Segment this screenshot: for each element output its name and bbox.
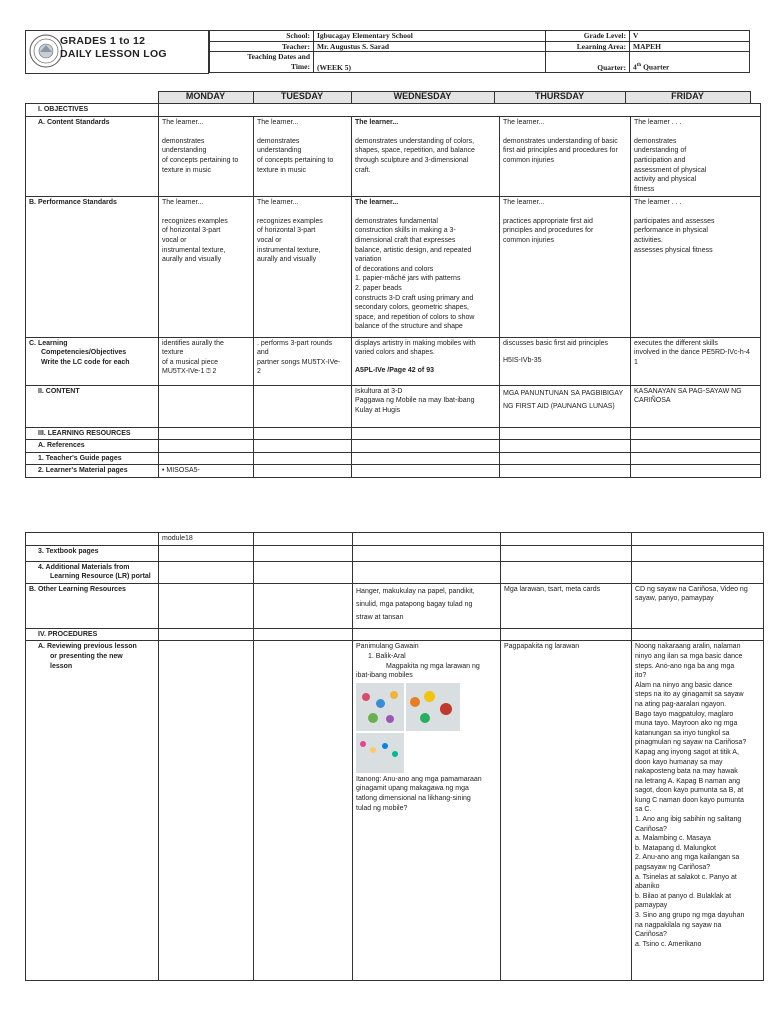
text-line: demonstrates	[162, 137, 205, 145]
tb-blank-2	[254, 545, 353, 561]
text-line: balance of the structure and shape	[355, 323, 463, 331]
other-resources-label: B. Other Learning Resources	[26, 583, 159, 628]
performance-standards-label: B. Performance Standards	[26, 196, 159, 337]
text-line: space, and repetition of colors to show	[355, 313, 475, 321]
additional-materials-label: 4. Additional Materials from Learning Resource (LR) portal	[26, 561, 159, 583]
cs-thursday	[500, 116, 631, 196]
day-tuesday: TUESDAY	[253, 92, 351, 104]
quarter-label: Quarter:	[546, 52, 630, 73]
text-line: executes the different skills	[634, 339, 718, 347]
text-line: demonstrates understanding of basic	[503, 137, 618, 145]
text-line: and	[257, 349, 269, 357]
text-line: The learner...	[503, 198, 545, 206]
objectives-blank	[159, 104, 761, 117]
tb-blank-5	[632, 545, 764, 561]
content-wednesday	[352, 385, 500, 427]
text-line: aurally and visually	[257, 256, 317, 264]
text-line: ito?	[635, 672, 647, 680]
am-blank-5	[632, 561, 764, 583]
text-line: vocal or	[257, 236, 282, 244]
day-friday: FRIDAY	[625, 92, 750, 104]
text-line: demonstrates understanding of colors,	[355, 137, 475, 145]
text-line: na ating pag-aaralan ngayon.	[635, 700, 727, 708]
am-blank-3	[353, 561, 501, 583]
text-line: The learner...	[162, 198, 204, 206]
text-line: principles and procedures for	[503, 227, 594, 235]
text-line: practices appropriate first aid	[503, 217, 593, 225]
content-tuesday	[254, 385, 352, 427]
text-line: aurally and visually	[162, 256, 222, 264]
lc-wednesday-code: A5PL-IVe /Page 42 of 93	[355, 366, 434, 374]
title-grades: GRADES 1 to 12	[60, 35, 146, 47]
text-line: katanungan sa inyo tungkol sa	[635, 729, 730, 737]
text-line: first aid principles and procedures for	[503, 147, 618, 155]
text-line: straw at tansan	[356, 613, 404, 621]
rv-friday	[632, 641, 764, 981]
am-blank-1	[159, 561, 254, 583]
mobile-photo-2	[406, 683, 460, 731]
rv-sub-2: ibat-ibang mobiles	[356, 672, 413, 680]
dates-label: Teaching Dates and Time:	[210, 52, 314, 73]
p2-blank-2	[254, 533, 353, 546]
ps-monday	[159, 196, 254, 337]
p2-blank-5	[632, 533, 764, 546]
text-line: of concepts pertaining to	[162, 156, 239, 164]
text-line: activities.	[634, 236, 663, 244]
p2-blank-3	[353, 533, 501, 546]
text-line: craft.	[355, 166, 371, 174]
text-line: sa C.	[635, 806, 652, 814]
ref-blank-1	[159, 440, 254, 453]
content-thursday	[500, 385, 631, 427]
text-line: of a musical piece	[162, 358, 219, 366]
rv-question	[356, 775, 497, 813]
text-line: through sculpture and 3-dimensional	[355, 156, 469, 164]
day-thursday: THURSDAY	[494, 92, 625, 104]
lc-tuesday	[254, 337, 352, 385]
rv-intro: Panimulang Gawain	[356, 643, 419, 651]
text-line: tulad ng mobile?	[356, 804, 408, 812]
pr-blank-5	[632, 628, 764, 641]
days-header-blank	[25, 92, 158, 104]
lc-thursday	[500, 337, 631, 385]
am-blank-4	[501, 561, 632, 583]
lm-blank-3	[352, 465, 500, 478]
lm-monday-cont: module18	[159, 533, 254, 546]
text-line	[634, 127, 757, 137]
p2-blank-label	[26, 533, 159, 546]
text-line	[503, 127, 627, 137]
text-line: nakaposteng bata na may hawak	[635, 768, 738, 776]
text-line	[162, 207, 250, 217]
tb-blank-4	[501, 545, 632, 561]
header-title-box	[25, 30, 209, 74]
text-line: muna tayo. Mayroon ako ng mga	[635, 720, 738, 728]
lr-blank-4	[500, 427, 631, 440]
deped-seal-icon	[29, 34, 63, 68]
rv-sub-1: Magpakita ng mga larawan ng	[386, 662, 480, 670]
text-line: Paggawa ng Mobile na may Ibat-ibang	[355, 397, 475, 405]
text-line: NG FIRST AID (PAUNANG LUNAS)	[503, 402, 615, 410]
text-line: sayaw, panyo, pamaypay	[635, 595, 714, 603]
teacher-label: Teacher:	[210, 41, 314, 52]
tb-blank-1	[159, 545, 254, 561]
review-label: A. Reviewing previous lesson or presenting the new lesson	[26, 641, 159, 981]
text-line: of concepts pertaining to	[257, 156, 334, 164]
text-line: a. Tsino c. Amerikano	[635, 940, 702, 948]
text-line: demonstrates fundamental	[355, 217, 438, 225]
tg-blank-5	[631, 452, 761, 465]
cs-wednesday	[352, 116, 500, 196]
text-line	[503, 207, 627, 217]
lr-blank-2	[254, 427, 352, 440]
text-line: 2	[257, 368, 261, 376]
ref-blank-5	[631, 440, 761, 453]
ref-blank-3	[352, 440, 500, 453]
lr-blank-3	[352, 427, 500, 440]
or-blank-2	[254, 583, 353, 628]
text-line: assessment of physical	[634, 166, 707, 174]
content-standards-label: A. Content Standards	[26, 116, 159, 196]
text-line: participates and assesses	[634, 217, 715, 225]
text-line: doon kayo humanay sa may	[635, 758, 723, 766]
text-line: The learner...	[355, 198, 399, 206]
text-line: b. Bilao at panyo d. Bulaklak at	[635, 892, 732, 900]
objectives-label: I. OBJECTIVES	[26, 104, 159, 117]
content-label: II. CONTENT	[26, 385, 159, 427]
text-line: The learner...	[257, 198, 299, 206]
text-line: recognizes examples	[257, 217, 323, 225]
text-line	[634, 207, 757, 217]
text-line: identifies aurally the	[162, 339, 224, 347]
or-wednesday	[353, 583, 501, 628]
text-line: 1. papier-mâché jars with patterns	[355, 275, 461, 283]
rv-blank-2	[254, 641, 353, 981]
area-label: Learning Area:	[546, 41, 630, 52]
tg-blank-2	[254, 452, 352, 465]
text-line: participation and	[634, 156, 686, 164]
text-line: recognizes examples	[162, 217, 228, 225]
lc-wednesday	[352, 337, 500, 385]
text-line: understanding	[162, 147, 207, 155]
references-label: A. References	[26, 440, 159, 453]
day-monday: MONDAY	[158, 92, 253, 104]
text-line: 1. Ano ang ibig sabihin ng salitang	[635, 816, 742, 824]
text-line: CD ng sayaw na Cariñosa, Video ng	[635, 585, 748, 593]
text-line	[355, 207, 496, 217]
lc-friday	[631, 337, 761, 385]
grade-label: Grade Level:	[546, 31, 630, 42]
text-line: 1	[634, 358, 638, 366]
text-line: common injuries	[503, 156, 554, 164]
text-line: Itanong: Anu-ano ang mga pamamaraan	[356, 775, 482, 783]
learners-material-label: 2. Learner's Material pages	[26, 465, 159, 478]
ps-friday	[631, 196, 761, 337]
text-line: Iskultura at 3-D	[355, 387, 403, 395]
text-line: Cariñosa?	[635, 825, 667, 833]
pr-blank-3	[353, 628, 501, 641]
ps-wednesday	[352, 196, 500, 337]
am-blank-2	[254, 561, 353, 583]
text-line: a. Malambing c. Masaya	[635, 835, 711, 843]
text-line	[162, 127, 250, 137]
area-value: MAPEH	[630, 41, 750, 52]
rv-blank-1	[159, 641, 254, 981]
text-line: constructs 3-D craft using primary and	[355, 294, 474, 302]
day-wednesday: WEDNESDAY	[351, 92, 494, 104]
text-line: na nagpakilala ng sayaw na	[635, 921, 722, 929]
text-line: abaniko	[635, 883, 660, 891]
text-line: demonstrates	[634, 137, 677, 145]
grade-value: V	[630, 31, 750, 42]
text-line: pinagmulan ng sayaw na Cariñosa?	[635, 739, 747, 747]
cs-friday	[631, 116, 761, 196]
text-line: shapes, space, repetition, and balance	[355, 147, 475, 155]
content-friday	[631, 385, 761, 427]
text-line: The learner...	[503, 118, 545, 126]
text-line: texture in music	[257, 166, 307, 174]
text-line: b. Matapang d. Malungkot	[635, 844, 716, 852]
text-line: ginagamit upang makagawa ng mga	[356, 785, 469, 793]
procedures-label: IV. PROCEDURES	[26, 628, 159, 641]
text-line: 3. Sino ang grupo ng mga dayuhan	[635, 912, 745, 919]
mobile-photos-row	[356, 683, 497, 731]
or-thursday: Mga larawan, tsart, meta cards	[501, 583, 632, 628]
content-monday	[159, 385, 254, 427]
text-line: understanding of	[634, 147, 687, 155]
text-line: pamaypay	[635, 902, 668, 910]
text-line: secondary colors, geometric shapes,	[355, 304, 469, 312]
text-line: The learner . . .	[634, 198, 682, 206]
text-line: dimensional craft that expresses	[355, 236, 456, 244]
text-line: balance, artistic design, and repeated	[355, 246, 472, 254]
text-line	[257, 127, 348, 137]
lesson-table-page1	[25, 103, 761, 478]
rv-wednesday	[353, 641, 501, 981]
text-line: ninyo ang ilan sa mga basic dance	[635, 652, 743, 660]
text-line: texture in music	[162, 166, 212, 174]
text-line: steps. Ano-ano nga ba ang mga	[635, 662, 735, 670]
rv-item: 1. Balik-Aral	[368, 652, 406, 660]
ps-tuesday	[254, 196, 352, 337]
text-line: The learner . . .	[634, 118, 682, 126]
text-line: The learner...	[355, 118, 399, 126]
text-line: performance in physical	[634, 227, 708, 235]
text-line: Kapag ang inyong sagot at titik A,	[635, 748, 739, 756]
text-line: sinulid, mga patapong bagay tulad ng	[356, 600, 473, 608]
lr-blank-1	[159, 427, 254, 440]
text-line: kung C naman doon kayo pumunta	[635, 796, 744, 804]
text-line: of horizontal 3-part	[162, 227, 221, 235]
text-line: Hanger, makukulay na papel, pandikit,	[356, 587, 475, 595]
text-line: Cariñosa?	[635, 931, 667, 939]
school-value: Igbucagay Elementary School	[314, 31, 546, 42]
text-line: CARIÑOSA	[634, 397, 671, 405]
teacher-value: Mr. Augustus S. Sarad	[314, 41, 546, 52]
text-line: demonstrates	[257, 137, 300, 145]
textbook-label: 3. Textbook pages	[26, 545, 159, 561]
week-value: (WEEK 5)	[314, 52, 546, 73]
text-line: displays artistry in making mobiles with	[355, 339, 476, 347]
text-line: . performs 3-part rounds	[257, 339, 333, 347]
text-line: The learner...	[162, 118, 204, 126]
lm-blank-2	[254, 465, 352, 478]
text-line: instrumental texture,	[162, 246, 226, 254]
learning-resources-label: III. LEARNING RESOURCES	[26, 427, 159, 440]
text-line: Bago tayo magpatuloy, maglaro	[635, 710, 734, 718]
text-line: a. Tsinelas at salakot c. Panyo at	[635, 873, 737, 881]
text-line	[257, 207, 348, 217]
mobile-photo-3	[356, 733, 404, 773]
ref-blank-4	[500, 440, 631, 453]
lesson-table-page2	[25, 532, 764, 981]
text-line: Kulay at Hugis	[355, 406, 401, 414]
text-line: activity and physical	[634, 176, 697, 184]
lc-monday	[159, 337, 254, 385]
mobile-photo-1	[356, 683, 404, 731]
tg-blank-3	[352, 452, 500, 465]
header-info-table	[209, 30, 750, 73]
text-line: instrumental texture,	[257, 246, 321, 254]
text-line: MU5TX-IVe-1 ⍰ 2	[162, 368, 217, 376]
text-line: of decorations and colors	[355, 265, 434, 273]
lc-thursday-code: H5IS-IVb-35	[503, 357, 542, 365]
text-line: MGA PANUNTUNAN SA PAGBIBIGAY	[503, 389, 624, 397]
competencies-label: C. Learning Competencies/Objectives Write the LC code for each	[26, 337, 159, 385]
text-line: construction skills in making a 3-	[355, 227, 456, 235]
quarter-value: 4th Quarter	[630, 52, 750, 73]
title-dll: DAILY LESSON LOG	[60, 48, 167, 60]
ref-blank-2	[254, 440, 352, 453]
text-line: understanding	[257, 147, 302, 155]
text-line: assesses physical fitness	[634, 246, 713, 254]
p2-blank-4	[501, 533, 632, 546]
lm-blank-5	[631, 465, 761, 478]
text-line: Noong nakaraang aralin, nalaman	[635, 643, 741, 651]
text-line: of horizontal 3-part	[257, 227, 316, 235]
pr-blank-2	[254, 628, 353, 641]
pr-blank-1	[159, 628, 254, 641]
text-line: involved in the dance PE5RD-IVc-h-4	[634, 349, 750, 357]
lm-monday: • MISOSA5-	[159, 465, 254, 478]
rv-thursday: Pagpapakita ng larawan	[501, 641, 632, 981]
lm-blank-4	[500, 465, 631, 478]
text-line: vocal or	[162, 236, 187, 244]
text-line: discusses basic first aid principles	[503, 339, 609, 347]
or-friday	[632, 583, 764, 628]
text-line: pagsayaw ng Cariñosa?	[635, 864, 711, 872]
text-line: na letrang A. Kapag B naman ang	[635, 777, 741, 785]
ps-thursday	[500, 196, 631, 337]
text-line: fitness	[634, 185, 655, 193]
tg-blank-4	[500, 452, 631, 465]
text-line: varied colors and shapes.	[355, 349, 435, 357]
text-line: common injuries	[503, 236, 554, 244]
tg-blank-1	[159, 452, 254, 465]
text-line	[355, 127, 496, 137]
text-line: steps na ito ay ginagamit sa sayaw	[635, 691, 744, 699]
text-line: KASANAYAN SA PAG-SAYAW NG	[634, 387, 742, 395]
text-line: tatlong dimensional na likhang-sining	[356, 794, 471, 802]
text-line: partner songs MU5TX-IVe-	[257, 358, 341, 366]
lr-blank-5	[631, 427, 761, 440]
tb-blank-3	[353, 545, 501, 561]
text-line: The learner...	[257, 118, 299, 126]
text-line: texture	[162, 349, 184, 357]
or-blank-1	[159, 583, 254, 628]
cs-tuesday	[254, 116, 352, 196]
text-line: 2. Anu-ano ang mga kailangan sa	[635, 854, 740, 862]
text-line: Alam na ninyo ang basic dance	[635, 681, 733, 689]
teachers-guide-label: 1. Teacher's Guide pages	[26, 452, 159, 465]
text-line: 2. paper beads	[355, 284, 402, 292]
pr-blank-4	[501, 628, 632, 641]
text-line: sagot, doon kayo pumunta sa B, at	[635, 787, 744, 795]
text-line: variation	[355, 256, 382, 264]
school-label: School:	[210, 31, 314, 42]
cs-monday	[159, 116, 254, 196]
